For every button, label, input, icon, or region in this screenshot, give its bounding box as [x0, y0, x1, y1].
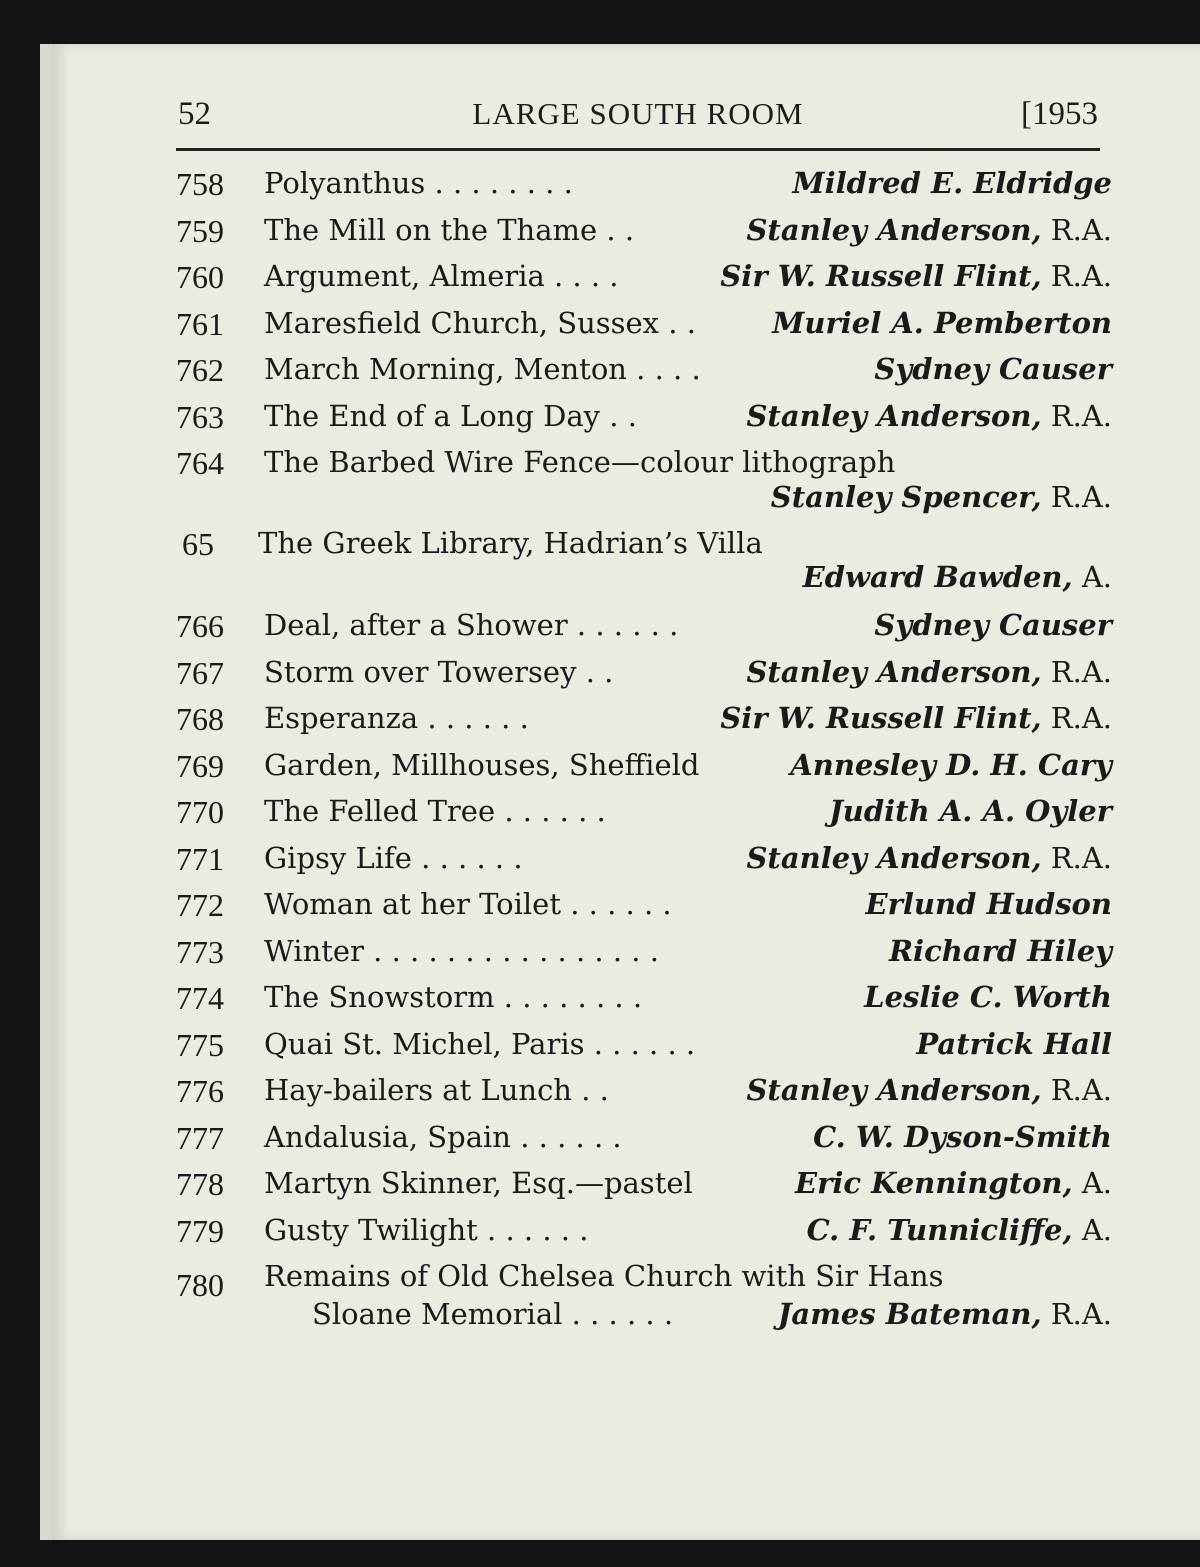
entry-title: March Morning, Menton . . . .	[264, 352, 701, 386]
list-item	[172, 651, 1112, 698]
list-item	[172, 255, 1112, 302]
entry-artist: Erlund Hudson	[865, 887, 1112, 921]
list-item	[172, 837, 1112, 884]
entry-number: 763	[176, 398, 224, 435]
entry-title: Storm over Towersey . .	[264, 654, 614, 689]
entry-artist: Sir W. Russell Flint, R.A.	[720, 259, 1112, 293]
entry-number: 760	[176, 259, 224, 295]
list-item	[172, 1209, 1112, 1256]
entry-number: 769	[176, 747, 224, 784]
entry-number: 766	[176, 608, 224, 644]
entry-title: Esperanza . . . . . .	[264, 701, 529, 735]
entry-artist: James Bateman, R.A.	[777, 1297, 1112, 1331]
entry-number: 777	[176, 1119, 224, 1156]
entry-artist: Stanley Anderson, R.A.	[746, 1073, 1112, 1107]
list-item	[172, 697, 1112, 744]
entry-artist: Eric Kennington, A.	[794, 1166, 1112, 1200]
list-item	[172, 976, 1112, 1023]
entry-artist: C. W. Dyson-Smith	[813, 1119, 1112, 1154]
entry-title: The Mill on the Thame . .	[264, 212, 635, 247]
list-item	[172, 790, 1112, 837]
entry-title: Polyanthus . . . . . . . .	[264, 166, 573, 200]
entry-artist: C. F. Tunnicliffe, A.	[806, 1212, 1112, 1247]
entry-title: Woman at her Toilet . . . . . .	[264, 887, 672, 921]
entry-title: Gipsy Life . . . . . .	[264, 840, 523, 875]
entry-number: 779	[176, 1212, 224, 1249]
list-item	[172, 1069, 1112, 1116]
entry-title: The Snowstorm . . . . . . . .	[264, 980, 643, 1014]
entry-number: 65	[182, 525, 214, 562]
entry-number: 764	[176, 445, 224, 481]
entry-artist: Stanley Spencer, R.A.	[770, 479, 1112, 514]
entry-artist: Stanley Anderson, R.A.	[746, 654, 1112, 689]
list-item	[172, 1023, 1112, 1070]
entry-number: 758	[176, 166, 224, 202]
catalogue-list	[172, 162, 1112, 1340]
page-year: [1953	[1021, 96, 1098, 132]
entry-number: 773	[176, 933, 224, 970]
list-item	[172, 441, 1112, 522]
list-item	[172, 302, 1112, 349]
entry-artist: Sydney Causer	[874, 608, 1112, 642]
entry-number: 770	[176, 794, 224, 830]
entry-artist: Patrick Hall	[916, 1026, 1112, 1061]
entry-title: The Greek Library, Hadrian’s Villa	[258, 525, 763, 560]
entry-title: The End of a Long Day . .	[264, 398, 637, 433]
list-item	[172, 395, 1112, 442]
entry-title: Maresfield Church, Sussex . .	[264, 305, 696, 340]
page-number: 52	[178, 96, 211, 132]
entry-title: Winter . . . . . . . . . . . . . . . .	[264, 933, 659, 968]
list-item	[172, 162, 1112, 209]
entry-number: 767	[176, 654, 224, 691]
entry-artist: Stanley Anderson, R.A.	[746, 212, 1112, 247]
entry-number: 778	[176, 1166, 224, 1202]
list-item	[172, 604, 1112, 651]
list-item	[172, 1162, 1112, 1209]
entry-number: 762	[176, 352, 224, 388]
list-item	[172, 883, 1112, 930]
entry-title: Deal, after a Shower . . . . . .	[264, 608, 679, 642]
entry-artist: Stanley Anderson, R.A.	[746, 840, 1112, 875]
list-item	[172, 209, 1112, 256]
entry-title: Martyn Skinner, Esq.—pastel	[264, 1166, 693, 1200]
page-header	[178, 96, 1098, 152]
header-rule	[176, 148, 1100, 151]
entry-artist: Mildred E. Eldridge	[792, 166, 1112, 200]
entry-title: Argument, Almeria . . . .	[264, 259, 619, 293]
entry-title: Garden, Millhouses, Sheffield	[264, 747, 700, 782]
entry-title: Hay-bailers at Lunch . .	[264, 1073, 609, 1107]
list-item	[172, 348, 1112, 395]
entry-title: The Felled Tree . . . . . .	[264, 794, 606, 828]
entry-artist: Leslie C. Worth	[864, 980, 1112, 1014]
entry-number: 780	[176, 1267, 224, 1303]
list-item	[172, 1116, 1112, 1163]
entry-artist: Judith A. A. Oyler	[829, 794, 1112, 828]
list-item	[172, 522, 1112, 605]
entry-number: 774	[176, 980, 224, 1016]
entry-number: 761	[176, 305, 224, 342]
page-title: LARGE SOUTH ROOM	[472, 96, 804, 131]
list-item	[172, 744, 1112, 791]
entry-title: Remains of Old Chelsea Church with Sir Hans	[264, 1259, 944, 1293]
entry-number: 771	[176, 840, 224, 877]
list-item	[172, 930, 1112, 977]
entry-title: Andalusia, Spain . . . . . .	[264, 1119, 622, 1154]
entry-number: 775	[176, 1026, 224, 1063]
entry-number: 776	[176, 1073, 224, 1109]
entry-number: 768	[176, 701, 224, 737]
entry-artist: Sydney Causer	[874, 352, 1112, 386]
entry-title: Gusty Twilight . . . . . .	[264, 1212, 589, 1247]
entry-artist: Edward Bawden, A.	[802, 560, 1112, 594]
entry-number: 759	[176, 212, 224, 249]
entry-title-continued: Sloane Memorial . . . . . .	[312, 1297, 674, 1331]
entry-artist: Stanley Anderson, R.A.	[746, 398, 1112, 433]
entry-artist: Annesley D. H. Cary	[790, 747, 1112, 782]
entry-artist: Sir W. Russell Flint, R.A.	[720, 701, 1112, 735]
entry-title: Quai St. Michel, Paris . . . . . .	[264, 1026, 696, 1061]
entry-number: 772	[176, 887, 224, 923]
entry-artist: Richard Hiley	[888, 933, 1112, 968]
entry-title: The Barbed Wire Fence—colour lithograph	[264, 445, 896, 479]
entry-artist: Muriel A. Pemberton	[772, 305, 1112, 340]
list-item	[172, 1255, 1112, 1340]
